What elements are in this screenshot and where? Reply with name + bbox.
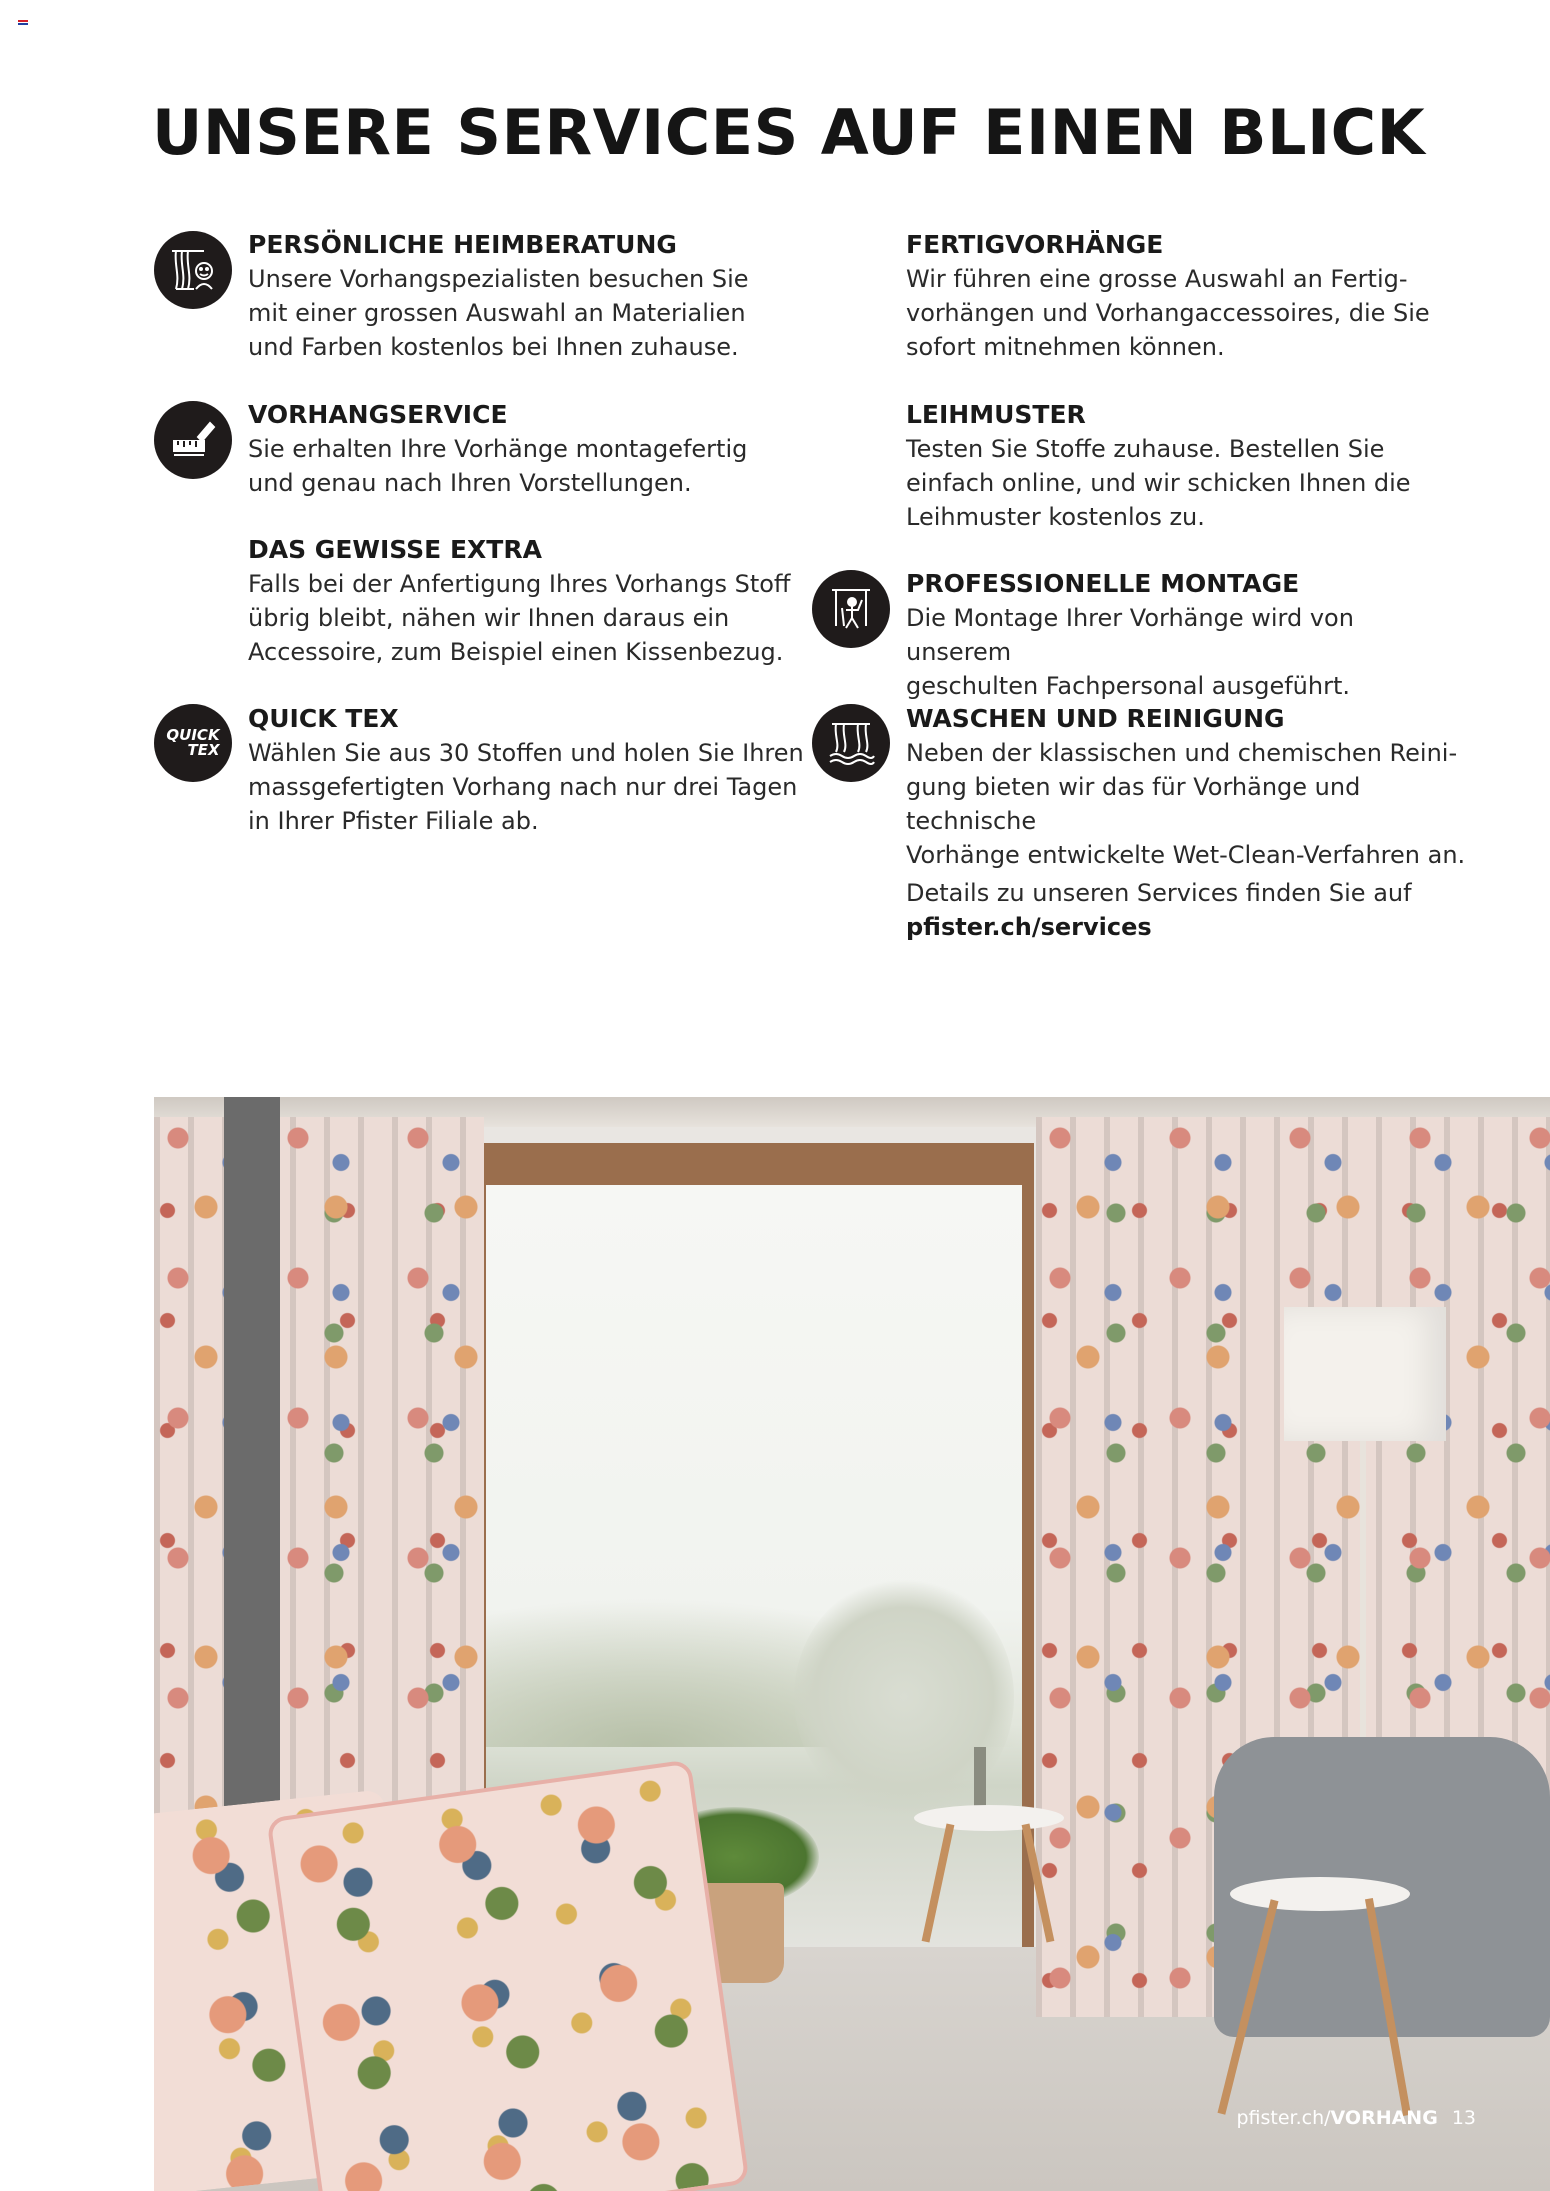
service-description: Die Montage Ihrer Vorhänge wird von unserem geschulten Fachpersonal ausgeführt. [906, 604, 1354, 700]
service-extra [248, 533, 808, 669]
service-fertigvorhaenge [906, 228, 1466, 364]
service-title: DAS GEWISSE EXTRA [248, 535, 542, 564]
measuring-pencil-icon [154, 401, 232, 479]
quick-tex-icon-line1: QUICK [166, 726, 220, 744]
service-title: LEIHMUSTER [906, 400, 1086, 429]
service-description: Sie erhalten Ihre Vorhänge montagefertig und genau nach Ihren Vorstellungen. [248, 435, 748, 497]
details-text: Details zu unseren Services finden Sie auf [906, 879, 1412, 907]
bird-pillow [266, 1759, 749, 2191]
quick-tex-icon-line2: TEX [187, 741, 220, 759]
page-footer [1236, 2107, 1476, 2129]
service-title: FERTIGVORHÄNGE [906, 230, 1164, 259]
service-title: PERSÖNLICHE HEIMBERATUNG [248, 230, 677, 259]
side-table [914, 1805, 1064, 1831]
service-title: QUICK TEX [248, 704, 399, 733]
service-heimberatung [248, 228, 808, 364]
living-room-photo [154, 1097, 1550, 2191]
page-number: 13 [1451, 2107, 1476, 2129]
footer-section: VORHANG [1330, 2107, 1438, 2129]
floor-lamp-shade [1284, 1307, 1446, 1441]
service-title: WASCHEN UND REINIGUNG [906, 704, 1285, 733]
service-waschen [906, 702, 1466, 872]
curtain-washing-icon [812, 704, 890, 782]
service-description: Falls bei der Anfertigung Ihres Vorhangs Stoff übrig bleibt, nähen wir Ihnen daraus ein Accessoire, zum Beispiel einen Kissenbezug. [248, 570, 791, 666]
service-description: Neben der klassischen und chemischen Reini- gung bieten wir das für Vorhänge und technische Vorhänge entwickelte Wet-Clean-Verfahren an. [906, 739, 1466, 869]
swiss-flag-icon [18, 20, 28, 28]
curtain-consultant-icon [154, 231, 232, 309]
quick-tex-icon [154, 704, 232, 782]
service-description: Unsere Vorhangspezialisten besuchen Sie mit einer grossen Auswahl an Materialien und Farben kostenlos bei Ihnen zuhause. [248, 265, 749, 361]
page-title: UNSERE SERVICES AUF EINEN BLICK [152, 96, 1426, 169]
service-montage [906, 567, 1466, 703]
details-note [906, 876, 1412, 944]
footer-site: pfister.ch/ [1236, 2107, 1331, 2129]
services-link[interactable]: pfister.ch/services [906, 913, 1152, 941]
service-description: Wählen Sie aus 30 Stoffen und holen Sie Ihren massgefertigten Vorhang nach nur drei Tagen in Ihrer Pfister Filiale ab. [248, 739, 804, 835]
installer-icon [812, 570, 890, 648]
service-quicktex [248, 702, 808, 838]
stove-pipe [224, 1097, 280, 1817]
service-vorhangservice [248, 398, 808, 500]
service-leihmuster [906, 398, 1466, 534]
service-description: Wir führen eine grosse Auswahl an Fertig- vorhängen und Vorhangaccessoires, die Sie sofort mitnehmen können. [906, 265, 1430, 361]
service-description: Testen Sie Stoffe zuhause. Bestellen Sie einfach online, und wir schicken Ihnen die Leihmuster kostenlos zu. [906, 435, 1411, 531]
service-title: PROFESSIONELLE MONTAGE [906, 569, 1300, 598]
service-title: VORHANGSERVICE [248, 400, 508, 429]
side-table [1230, 1877, 1410, 1911]
